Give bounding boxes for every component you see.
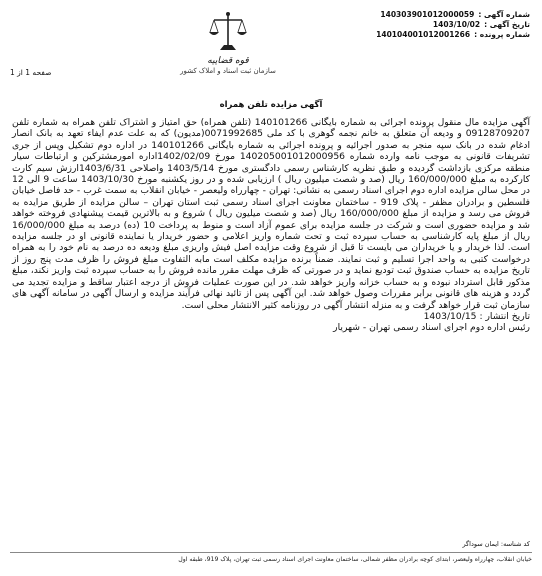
- signer-id: کد شناسه: ایمان سوداگر: [462, 540, 530, 548]
- notice-number-label: شماره آگهی :: [478, 10, 530, 19]
- footer-address: خیابان انقلاب، چهارراه ولیعصر، ابتدای کوچه برادران مظفر شمالی، ساختمان معاونت اجرای اسناد رسمی ثبت تهران، پلاک 919، طبقه اول: [10, 552, 532, 563]
- org-label: سازمان ثبت اسناد و املاک کشور: [180, 67, 276, 75]
- case-number-label: شماره پرونده :: [474, 30, 530, 39]
- notice-title: آگهی مزایده تلفن همراه: [219, 100, 323, 110]
- issuer-signature: رئیس اداره دوم اجرای اسناد رسمی تهران - شهریار: [333, 322, 530, 334]
- notice-number: 140303901012000059: [380, 10, 475, 19]
- notice-date: 1403/10/02: [432, 20, 481, 29]
- judiciary-emblem: [168, 10, 288, 86]
- notice-paragraph: آگهی مزایده مال منقول پرونده اجرائی به شماره بایگانی 140101266 (تلفن همراه) حق امتیاز و اشتراک تلفن همراه به شماره تلفن 09128709207 و ودیعه آن متعلق به خانم نجمه گوهری با کد ملی 0071992685(مدیون) که به علت عدم ایفاء تعهد به بانک انصار ادغام شده در بانک سپه منجر به صدور اجرائیه و پرونده اجرائی به شماره بایگانی 140101266 در اداره دوم تشکیل وپس از جری تشریفات قانونی به موجب نامه وارده شماره 140205001012000956 مورخ 1402/02/09اداره امورمشترکین و ارتباطات سیار منطقه مرکزی بازداشت گردیده و طبق نظریه کارشناس رسمی دادگستری مورخ 1403/5/14 واصلاحی 1403/6/31ارزش سیم کارت کارکرده به مبلغ 160/000/000 ریال (صد و شصت میلیون ریال ) ارزیابی شده و در روز یکشنبه مورخ 1403/10/30 ساعت 9 الی 12 در محل سالن مزایده اداره دوم اجرای اسناد رسمی به نشانی: تهران - چهارراه ولیعصر - خیابان انقلاب به سمت غرب - حد فاصل خیابان فلسطین و برادران مظفر - پلاک 919 - ساختمان معاونت اجرای اسناد رسمی ثبت استان تهران – سالن مزایده از طریق مزایده به فروش می رسد و مزایده از مبلغ 160/000/000 ریال (صد و شصت میلیون ریال ) شروع و به بالاترین قیمت پیشنهادی فروخته خواهد شد و مزایده حضوری است و شرکت در جلسه مزایده برای عموم آزاد است و منوط به پرداخت 10 (ده) درصد به مبلغ 16/000/000 ریال از مبلغ پایه کارشناسی به حساب سپرده ثبت و تحت شماره واریز اعلامی و حضور خریدار یا نماینده قانونی او در جلسه مزایده است. لذا خریدار و یا خریداران می بایست تا قبل از شروع وقت مزایده اصل فیش واریزی مبلغ ودیعه ده درصد به نام خود را به همراه درخواست کتبی به واحد اجرا تسلیم و ثبت نمایند. ضمناً برنده مزایده مکلف است مابه التفاوت مبلغ فروش را ظرف مدت پنج روز از تاریخ مزایده به حساب صندوق ثبت تودیع نماید و در صورتی که ظرف مهلت مقرر مانده فروش را به حساب سپرده ثبت واریز نکند، مبلغ مذکور قابل استرداد نبوده و به حساب خزانه واریز خواهد شد. در این صورت عملیات فروش از درجه اعتبار ساقط و مزایده تجدید می گردد و هزینه های قانونی برابر مقررات وصول خواهد شد. این آگهی پس از تائید نهائی فرآیند مزایده و ارسال آگهی در سامانه آگهی های سازمان ثبت قرار خواهد گرفت و به منزله انتشار آگهی در روزنامه کثیر الانتشار محلی است.: [12, 117, 531, 311]
- judiciary-label: قوه قضاییه: [207, 56, 249, 66]
- scales-of-justice-icon: [208, 10, 248, 54]
- notice-date-row: [288, 20, 530, 30]
- notice-meta: [288, 10, 530, 40]
- publish-date: تاریخ انتشار : 1403/10/15: [423, 310, 530, 322]
- case-number: 140104001012001266: [376, 30, 471, 39]
- notice-number-row: [288, 10, 530, 20]
- notice-body: [12, 117, 530, 334]
- notice-date-label: تاریخ آگهی :: [484, 20, 530, 29]
- case-number-row: [288, 30, 530, 40]
- page-number: صفحه 1 از 1: [10, 68, 52, 77]
